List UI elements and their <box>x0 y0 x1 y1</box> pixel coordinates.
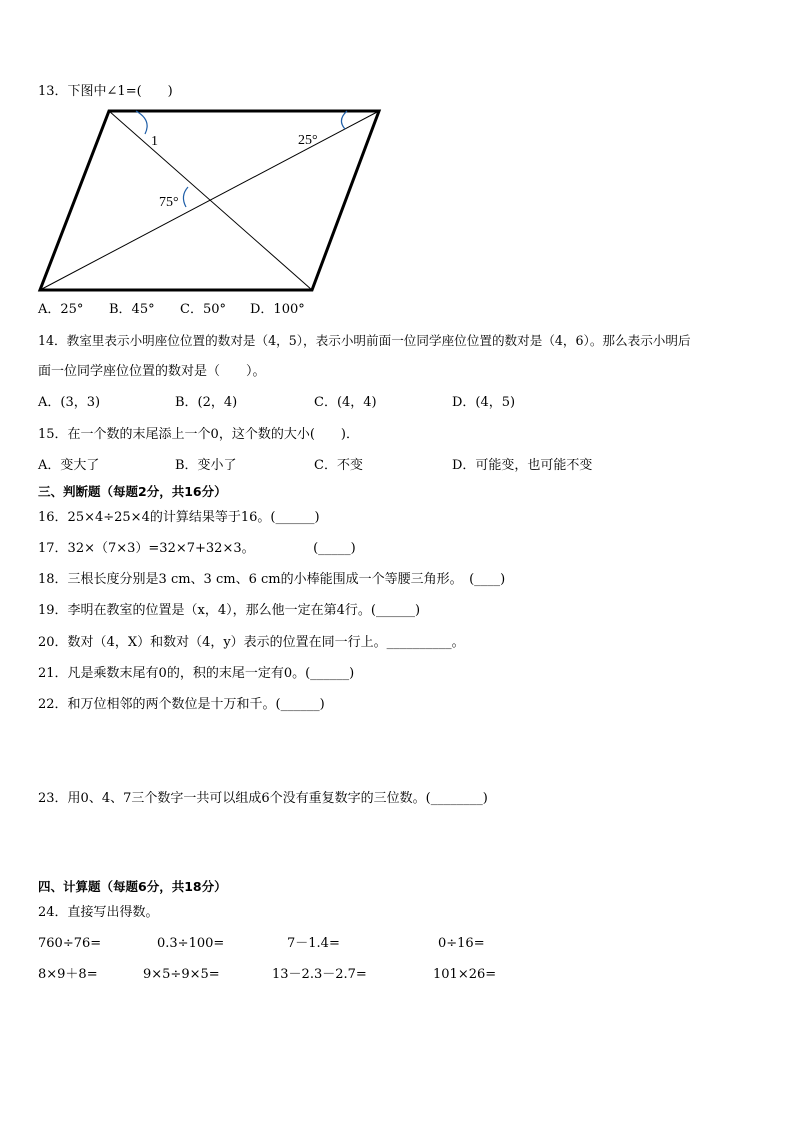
calc-item: 7－1.4= <box>287 936 340 951</box>
judgment-18: 18．三根长度分别是3 cm、3 cm、6 cm的小棒能围成一个等腰三角形。 (____) <box>38 572 506 587</box>
judgment-23: 23．用0、4、7三个数字一共可以组成6个没有重复数字的三位数。(________) <box>38 791 488 806</box>
parallelogram-figure <box>0 0 794 300</box>
angle-75-arc <box>183 187 188 207</box>
diagonal-right-top-to-left-bottom <box>40 111 379 290</box>
question-13-stem: 13．下图中∠1=( ) <box>38 84 173 99</box>
q13-option-b[interactable]: B．45° <box>109 302 155 317</box>
judgment-19: 19．李明在教室的位置是（x，4），那么他一定在第4行。(______) <box>38 603 421 618</box>
calc-item: 0÷16= <box>438 936 485 951</box>
calc-item: 760÷76= <box>38 936 102 951</box>
angle-1-arc <box>136 111 147 134</box>
angle-1-label: 1 <box>151 134 158 149</box>
angle-25-label: 25° <box>298 133 318 148</box>
q14-option-a[interactable]: A．(3，3) <box>38 395 101 410</box>
q15-option-c[interactable]: C．不变 <box>314 458 363 473</box>
judgment-16: 16．25×4÷25×4的计算结果等于16。(______) <box>38 510 320 525</box>
q14-option-c[interactable]: C．(4，4) <box>314 395 377 410</box>
section-4-title: 四、计算题（每题6分，共18分） <box>38 879 227 894</box>
section-3-title: 三、判断题（每题2分，共16分） <box>38 484 227 499</box>
angle-75-label: 75° <box>159 195 179 210</box>
question-15-stem: 15．在一个数的末尾添上一个0，这个数的大小( )． <box>38 427 359 442</box>
q15-option-d[interactable]: D．可能变，也可能不变 <box>452 458 593 473</box>
question-14-stem-line1: 14．教室里表示小明座位位置的数对是（4，5），表示小明前面一位同学座位位置的数对是（4，6）。那么表示小明后 <box>38 333 691 348</box>
calc-item: 9×5÷9×5= <box>143 967 220 982</box>
judgment-22: 22．和万位相邻的两个数位是十万和千。(______) <box>38 697 325 712</box>
q15-option-b[interactable]: B．变小了 <box>175 458 237 473</box>
calc-item: 101×26= <box>433 967 497 982</box>
q13-option-d[interactable]: D．100° <box>250 302 305 317</box>
q13-option-a[interactable]: A．25° <box>38 302 84 317</box>
angle-25-arc <box>341 111 347 129</box>
question-14-stem-line2: 面一位同学座位位置的数对是（ ）。 <box>38 364 266 379</box>
q14-option-b[interactable]: B．(2，4) <box>175 395 238 410</box>
question-24-stem: 24．直接写出得数。 <box>38 905 159 920</box>
q15-option-a[interactable]: A．变大了 <box>38 458 100 473</box>
q13-option-c[interactable]: C．50° <box>180 302 226 317</box>
q14-option-d[interactable]: D．(4，5) <box>452 395 516 410</box>
judgment-17: 17．32×（7×3）=32×7+32×3。 (_____) <box>38 541 356 556</box>
calc-item: 8×9＋8= <box>38 967 98 982</box>
judgment-21: 21．凡是乘数末尾有0的，积的末尾一定有0。(______) <box>38 666 355 681</box>
judgment-20: 20．数对（4，X）和数对（4，y）表示的位置在同一行上。__________。 <box>38 635 465 650</box>
calc-item: 13－2.3－2.7= <box>272 967 367 982</box>
calc-item: 0.3÷100= <box>157 936 225 951</box>
